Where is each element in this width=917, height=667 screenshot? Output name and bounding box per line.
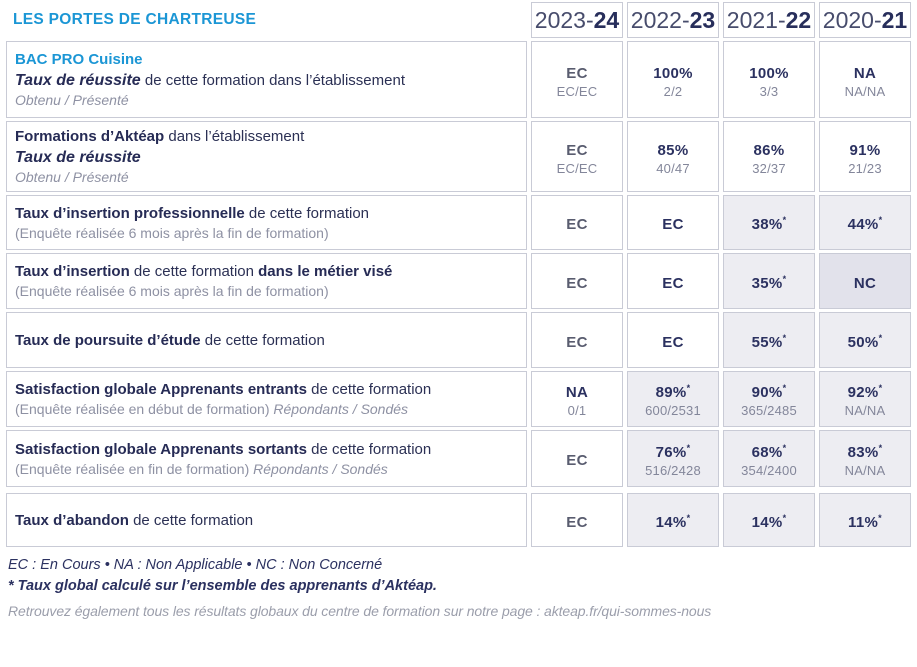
value-cell: EC (531, 253, 623, 309)
value-cell: EC (531, 493, 623, 547)
value-cell: 83%* NA/NA (819, 430, 911, 487)
value-cell: NA NA/NA (819, 41, 911, 118)
row-label-insertion-metier-vise: Taux d’insertion de cette formation dans le métier visé (Enquête réalisée 6 mois après la fin de formation) (6, 253, 527, 309)
table-corner (6, 2, 527, 38)
program-name: BAC PRO Cuisine (15, 50, 143, 68)
value-cell: EC (531, 312, 623, 368)
value-cell: 11%* (819, 493, 911, 547)
value-cell: 85% 40/47 (627, 121, 719, 192)
row-label-taux-reussite-akteap: Formations d’Aktéap dans l’établissement Taux de réussite Obtenu / Présenté (6, 121, 527, 192)
legend-star-note: * Taux global calculé sur l’ensemble des apprenants d’Aktéap. (8, 578, 437, 594)
row-label-taux-reussite-formation: BAC PRO Cuisine Taux de réussite de cette formation dans l’établissement Obtenu / Présenté (6, 41, 527, 118)
row-label-poursuite-etude: Taux de poursuite d’étude de cette formation (6, 312, 527, 368)
year-header-2021-22: 2021- 22 (723, 2, 815, 38)
value-cell: EC (531, 195, 623, 250)
value-cell: 90%* 365/2485 (723, 371, 815, 427)
value-cell: EC (627, 195, 719, 250)
value-cell: EC (627, 253, 719, 309)
value-cell: EC EC/EC (531, 121, 623, 192)
row-label-taux-abandon: Taux d’abandon de cette formation (6, 493, 527, 547)
value-cell: 35%* (723, 253, 815, 309)
value-cell: 92%* NA/NA (819, 371, 911, 427)
row-label-insertion-professionnelle: Taux d’insertion professionnelle de cette formation (Enquête réalisée 6 mois après la fin de formation) (6, 195, 527, 250)
value-cell: 100% 2/2 (627, 41, 719, 118)
year-header-2022-23: 2022- 23 (627, 2, 719, 38)
value-cell: 38%* (723, 195, 815, 250)
value-cell: 55%* (723, 312, 815, 368)
value-cell: 14%* (723, 493, 815, 547)
row-label-satisfaction-sortants: Satisfaction globale Apprenants sortants de cette formation (Enquête réalisée en fin de formation) Répondants / Sondés (6, 430, 527, 487)
value-cell: 14%* (627, 493, 719, 547)
value-cell: NA 0/1 (531, 371, 623, 427)
value-cell: 100% 3/3 (723, 41, 815, 118)
value-cell: NC (819, 253, 911, 309)
year-header-2020-21: 2020- 21 (819, 2, 911, 38)
value-cell: 86% 32/37 (723, 121, 815, 192)
year-header-2023-24: 2023- 24 (531, 2, 623, 38)
value-cell: 50%* (819, 312, 911, 368)
value-cell: 89%* 600/2531 (627, 371, 719, 427)
value-cell: 91% 21/23 (819, 121, 911, 192)
value-cell: EC EC/EC (531, 41, 623, 118)
footer-note: Retrouvez également tous les résultats globaux du centre de formation sur notre page : akteap.fr/qui-sommes-nous (8, 603, 712, 619)
value-cell: 44%* (819, 195, 911, 250)
value-cell: EC (531, 430, 623, 487)
value-cell: 68%* 354/2400 (723, 430, 815, 487)
legend (8, 555, 917, 597)
school-name: LES PORTES DE CHARTREUSE (13, 11, 257, 28)
value-cell: EC (627, 312, 719, 368)
value-cell: 76%* 516/2428 (627, 430, 719, 487)
results-table (6, 2, 911, 547)
legend-abbreviations: EC : En Cours • NA : Non Applicable • NC : Non Concerné (8, 557, 383, 573)
row-label-satisfaction-entrants: Satisfaction globale Apprenants entrants de cette formation (Enquête réalisée en début de formation) Répondants / Sondés (6, 371, 527, 427)
